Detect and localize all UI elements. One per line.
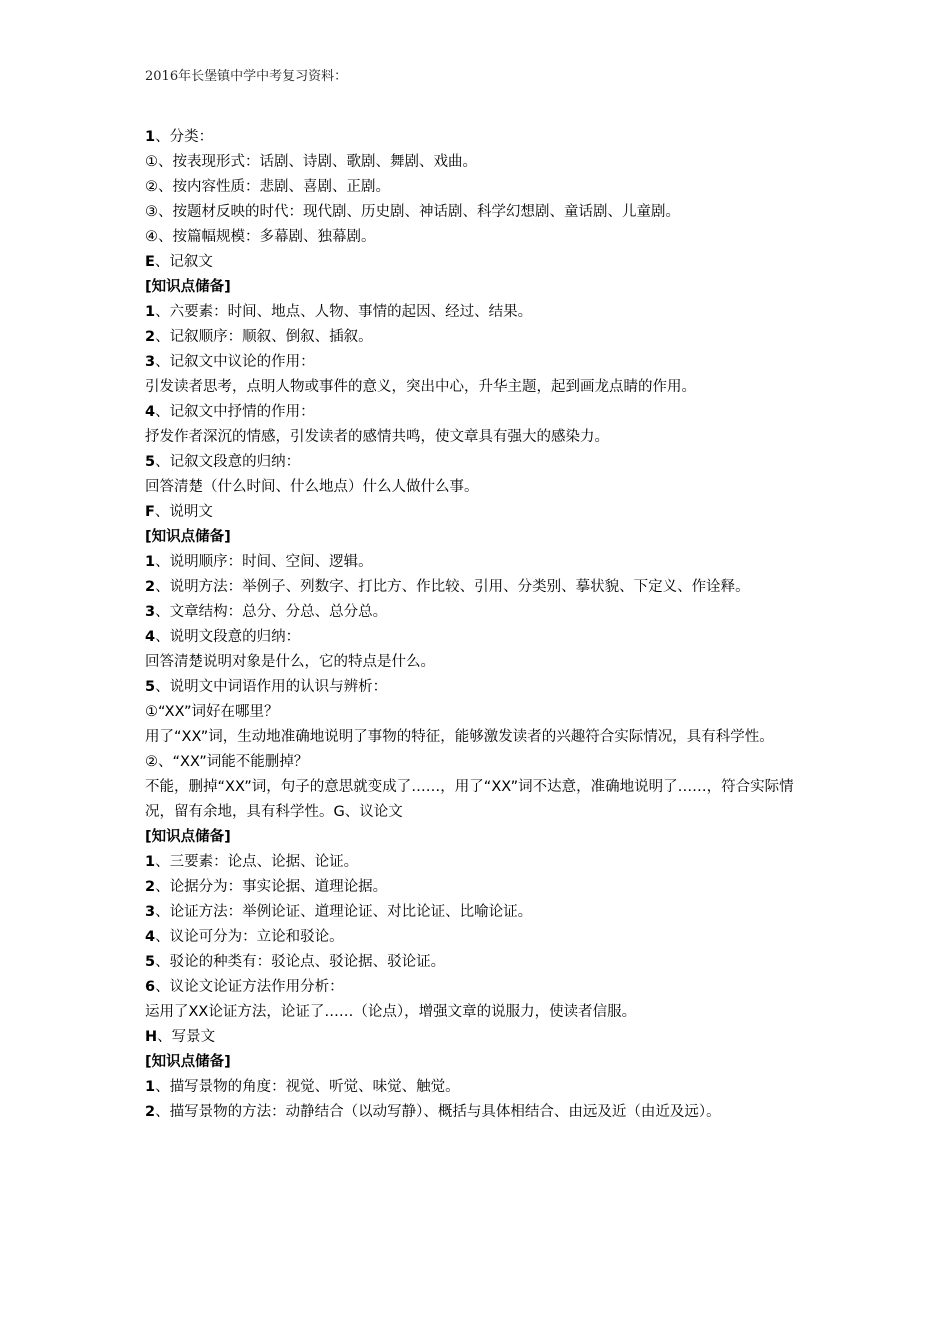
line-text: 不能，删掉“XX”词，句子的意思就变成了……，用了“XX”词不达意，准确地说明了……，符合实际情况，留有余地，具有科学性。G、议论文	[145, 779, 794, 820]
text-line	[145, 175, 813, 200]
line-text: 、驳论的种类有：驳论点、驳论据、驳论证。	[155, 954, 446, 970]
line-label: 1	[145, 1079, 156, 1095]
text-line	[145, 350, 813, 375]
line-text: 、论证方法：举例论证、道理论证、对比论证、比喻论证。	[155, 904, 533, 920]
line-label: 3	[145, 604, 156, 620]
line-text: 、议论可分为：立论和驳论。	[155, 929, 344, 945]
text-line	[145, 200, 813, 225]
line-text: 、说明文段意的归纳：	[155, 629, 301, 645]
line-text: 、论据分为：事实论据、道理论据。	[155, 879, 388, 895]
line-text: 回答清楚（什么时间、什么地点）什么人做什么事。	[145, 479, 479, 495]
line-text: 、说明文中词语作用的认识与辨析：	[155, 679, 388, 695]
line-text: ②、按内容性质：悲剧、喜剧、正剧。	[145, 179, 390, 195]
line-text: 、记叙文中议论的作用：	[155, 354, 315, 370]
text-line	[145, 425, 813, 450]
line-text: ③、按题材反映的时代：现代剧、历史剧、神话剧、科学幻想剧、童话剧、儿童剧。	[145, 204, 680, 220]
text-line	[145, 900, 813, 925]
line-text: 、记叙文	[154, 254, 213, 270]
line-label: 4	[145, 929, 156, 945]
line-label: 5	[145, 454, 156, 470]
line-text: 、文章结构：总分、分总、总分总。	[155, 604, 388, 620]
line-text: 、三要素：论点、论据、论证。	[155, 854, 359, 870]
text-line	[145, 400, 813, 425]
line-text: 、分类：	[155, 129, 214, 145]
text-line	[145, 300, 813, 325]
text-line	[145, 225, 813, 250]
line-label: 2	[145, 579, 156, 595]
text-line	[145, 750, 813, 775]
line-label: [知识点储备]	[145, 1054, 231, 1070]
line-text: 、说明文	[154, 504, 213, 520]
line-label: 1	[145, 129, 156, 145]
line-text: 、记叙顺序：顺叙、倒叙、插叙。	[155, 329, 373, 345]
text-line	[145, 375, 813, 400]
text-line	[145, 450, 813, 475]
line-text: 、议论文论证方法作用分析：	[155, 979, 344, 995]
line-label: E	[145, 254, 155, 270]
line-text: 、记叙文段意的归纳：	[155, 454, 301, 470]
text-line	[145, 250, 813, 275]
text-line	[145, 150, 813, 175]
line-text: 、描写景物的方法：动静结合（以动写静）、概括与具体相结合、由远及近（由近及远）。	[155, 1104, 721, 1120]
line-label: 2	[145, 329, 156, 345]
text-line	[145, 275, 813, 300]
line-label: 6	[145, 979, 156, 995]
line-label: 3	[145, 354, 156, 370]
line-text: ①、按表现形式：话剧、诗剧、歌剧、舞剧、戏曲。	[145, 154, 477, 170]
line-label: 1	[145, 854, 156, 870]
line-text: 、记叙文中抒情的作用：	[155, 404, 315, 420]
line-text: 回答清楚说明对象是什么，它的特点是什么。	[145, 654, 435, 670]
text-line	[145, 725, 813, 750]
text-line	[145, 975, 813, 1000]
text-line	[145, 1100, 813, 1125]
line-label: 4	[145, 404, 156, 420]
line-label: 2	[145, 1104, 156, 1120]
line-text: ①“XX”词好在哪里？	[145, 704, 279, 720]
line-label: 5	[145, 679, 156, 695]
line-label: H	[145, 1029, 158, 1045]
line-text: ④、按篇幅规模：多幕剧、独幕剧。	[145, 229, 376, 245]
line-label: 3	[145, 904, 156, 920]
line-text: 、说明顺序：时间、空间、逻辑。	[155, 554, 373, 570]
line-label: F	[145, 504, 155, 520]
text-line	[145, 525, 813, 550]
text-line	[145, 475, 813, 500]
line-text: 、说明方法：举例子、列数字、打比方、作比较、引用、分类别、摹状貌、下定义、作诠释。	[155, 579, 750, 595]
text-line	[145, 850, 813, 875]
line-label: 4	[145, 629, 156, 645]
line-text: 、六要素：时间、地点、人物、事情的起因、经过、结果。	[155, 304, 533, 320]
text-line	[145, 500, 813, 525]
text-line	[145, 1000, 813, 1025]
text-line	[145, 1025, 813, 1050]
text-line	[145, 875, 813, 900]
text-line	[145, 700, 813, 725]
line-label: [知识点储备]	[145, 829, 231, 845]
document-header: 2016年长堡镇中学中考复习资料：	[145, 69, 348, 84]
text-line	[145, 600, 813, 625]
text-line	[145, 950, 813, 975]
line-label: 5	[145, 954, 156, 970]
line-text: ②、“XX”词能不能删掉？	[145, 754, 309, 770]
text-line	[145, 125, 813, 150]
text-line	[145, 925, 813, 950]
line-text: 运用了XX论证方法，论证了……（论点），增强文章的说服力，使读者信服。	[145, 1004, 637, 1020]
line-label: [知识点储备]	[145, 279, 231, 295]
line-label: 1	[145, 554, 156, 570]
text-line	[145, 325, 813, 350]
text-line	[145, 625, 813, 650]
line-text: 用了“XX”词，生动地准确地说明了事物的特征，能够激发读者的兴趣符合实际情况，具有科学性。	[145, 729, 774, 745]
text-line	[145, 675, 813, 700]
text-line	[145, 1075, 813, 1100]
line-text: 引发读者思考，点明人物或事件的意义，突出中心，升华主题，起到画龙点睛的作用。	[145, 379, 696, 395]
line-text: 抒发作者深沉的情感，引发读者的感情共鸣，使文章具有强大的感染力。	[145, 429, 609, 445]
line-text: 、写景文	[157, 1029, 216, 1045]
line-label: 1	[145, 304, 156, 320]
text-line	[145, 550, 813, 575]
line-label: 2	[145, 879, 156, 895]
line-label: [知识点储备]	[145, 529, 231, 545]
text-line	[145, 775, 813, 825]
line-text: 、描写景物的角度：视觉、听觉、味觉、触觉。	[155, 1079, 460, 1095]
text-line	[145, 1050, 813, 1075]
document-body	[145, 125, 813, 1125]
text-line	[145, 575, 813, 600]
text-line	[145, 825, 813, 850]
text-line	[145, 650, 813, 675]
